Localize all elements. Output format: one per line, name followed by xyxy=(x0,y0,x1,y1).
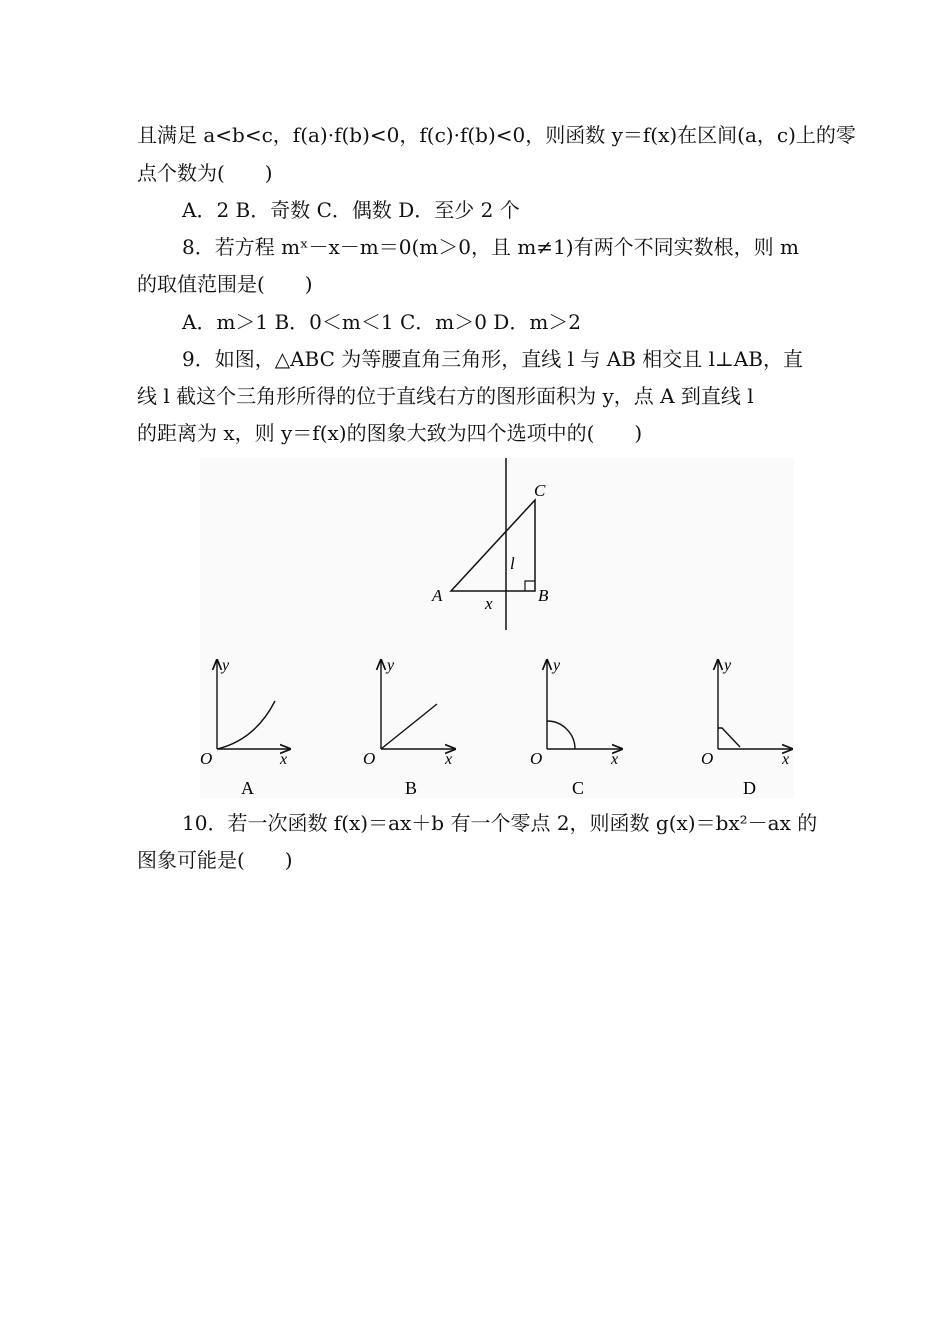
graph-b-x-label: x xyxy=(445,751,453,768)
triangle-abc xyxy=(451,500,535,591)
graph-b-y-label: y xyxy=(387,657,395,674)
graph-d-y-label: y xyxy=(724,657,732,674)
graph-d xyxy=(701,657,792,798)
graph-a-y-label: y xyxy=(222,657,230,674)
graph-c-origin: O xyxy=(530,749,543,768)
graph-a-curve xyxy=(217,701,275,749)
graph-b-line xyxy=(381,704,437,749)
q9-text-line-2: 线 l 截这个三角形所得的位于直线右方的图形面积为 y，点 A 到直线 l xyxy=(137,384,754,408)
graph-d-line xyxy=(718,728,740,747)
q10-text-line-1: 10．若一次函数 f(x)＝ax＋b 有一个零点 2，则函数 g(x)＝bx²－ax 的 xyxy=(182,811,818,835)
graph-b-label: B xyxy=(405,778,418,798)
graph-c-arc xyxy=(547,721,575,749)
q9-text-line-3: 的距离为 x，则 y＝f(x)的图象大致为四个选项中的( ) xyxy=(137,421,643,445)
q8-options: A．m＞1 B．0＜m＜1 C．m＞0 D．m＞2 xyxy=(182,310,582,334)
triangle-diagram xyxy=(451,458,535,630)
q7-text-line-2: 点个数为( ) xyxy=(137,161,273,185)
q8-text-line-1: 8．若方程 mˣ－x－m＝0(m＞0，且 m≠1)有两个不同实数根，则 m xyxy=(182,235,799,259)
graph-a-x-label: x xyxy=(280,751,288,768)
right-angle-mark xyxy=(525,581,535,591)
q9-text-line-1: 9．如图，△ABC 为等腰直角三角形，直线 l 与 AB 相交且 l⊥AB，直 xyxy=(182,347,803,371)
q7-options: A．2 B．奇数 C．偶数 D．至少 2 个 xyxy=(182,198,520,222)
label-point-b: B xyxy=(538,586,549,605)
graph-a-origin: O xyxy=(200,749,213,768)
q8-text-line-2: 的取值范围是( ) xyxy=(137,272,313,296)
graph-c-label: C xyxy=(572,778,585,798)
graph-d-label: D xyxy=(743,778,756,798)
graph-a-label: A xyxy=(241,778,254,798)
q7-text-line-1: 且满足 a<b<c，f(a)·f(b)<0，f(c)·f(b)<0，则函数 y＝f(x)在区间(a，c)上的零 xyxy=(137,123,856,147)
graph-b-origin: O xyxy=(363,749,376,768)
label-line-l: l xyxy=(510,554,515,573)
q9-figure-svg xyxy=(200,458,794,798)
q9-figure xyxy=(200,458,794,798)
graph-a xyxy=(200,657,290,798)
graph-c-x-label: x xyxy=(611,751,619,768)
graph-c xyxy=(530,657,622,798)
graph-c-y-label: y xyxy=(553,657,561,674)
graph-d-x-label: x xyxy=(782,751,790,768)
q10-text-line-2: 图象可能是( ) xyxy=(137,848,293,872)
graph-d-origin: O xyxy=(701,749,714,768)
graph-b xyxy=(363,657,455,798)
label-point-a: A xyxy=(432,586,443,605)
label-point-c: C xyxy=(534,481,546,500)
label-distance-x: x xyxy=(485,594,493,613)
